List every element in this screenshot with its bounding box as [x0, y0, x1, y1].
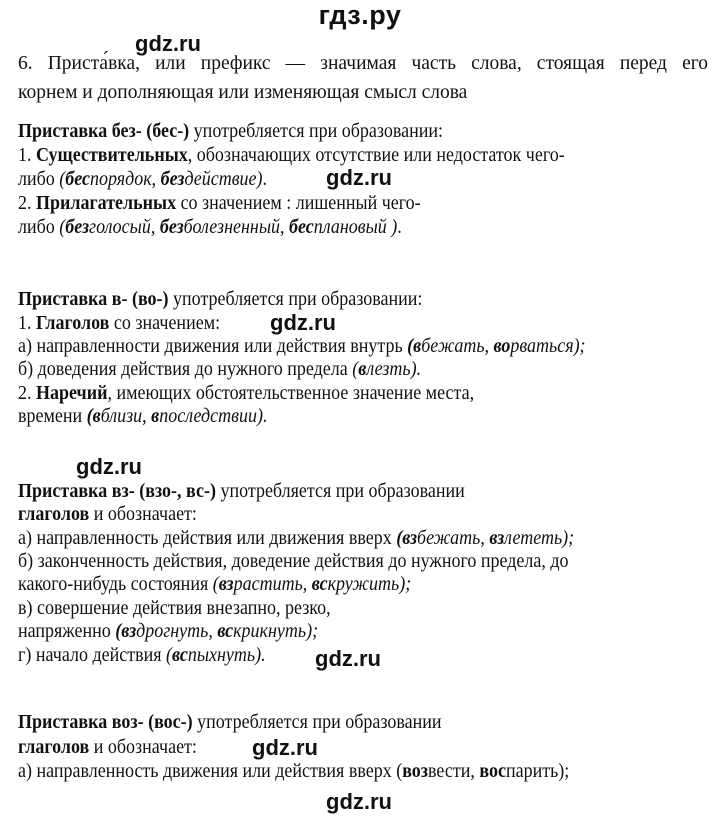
- examples: (беспорядок: [59, 168, 152, 190]
- text: со значением:: [109, 312, 221, 334]
- rule-line: [18, 381, 474, 405]
- text: напряженно: [18, 620, 116, 642]
- watermark: gdz.ru: [326, 165, 392, 190]
- text: в) совершение действия внезапно, резко,: [18, 597, 331, 619]
- intro-paragraph: [18, 49, 708, 107]
- rule-line: [18, 143, 565, 167]
- watermark: gdz.ru: [135, 31, 201, 56]
- text: , имеющих обстоятельственное значение места,: [107, 382, 475, 404]
- section-title-rest: употребляется при образовании: [215, 480, 465, 502]
- text: г) начало действия: [18, 644, 167, 666]
- example-line: а) направленности движения или действия внутрь (вбежать, ворваться);: [18, 335, 586, 357]
- section-title-rest: употребляется при образовании: [192, 711, 442, 733]
- example-line: напряженно (вздрогнуть, вскрикнуть);: [18, 620, 319, 642]
- examples: (безголосый: [59, 216, 151, 238]
- section-title: [18, 479, 465, 503]
- text: какого-нибудь состояния: [18, 573, 213, 595]
- text: а) направленность действия или движения вверх: [18, 527, 397, 549]
- section-title: [18, 119, 443, 143]
- watermark: gdz.ru: [76, 454, 142, 479]
- text: времени: [18, 405, 87, 427]
- text: и обозначает:: [89, 736, 197, 758]
- term: Существительных: [36, 144, 188, 166]
- term: глаголов: [18, 503, 90, 525]
- example-line: времени (вблизи, впоследствии).: [18, 405, 268, 427]
- example-line: либо (безголосый, безболезненный, бесплановый ).: [18, 216, 402, 238]
- item-number: 1.: [18, 144, 36, 166]
- text: б) законченность действия, доведение действия до нужного предела, до: [18, 550, 569, 572]
- text: , обозначающих отсутствие или недостаток чего-: [187, 144, 565, 166]
- intro-line-2: корнем и дополняющая или изменяющая смысл слова: [18, 82, 468, 103]
- term: глаголов: [18, 736, 90, 758]
- example-line: а) направленность действия или движения вверх (взбежать, взлететь);: [18, 527, 575, 549]
- text: и обозначает:: [89, 503, 197, 525]
- text-line: [18, 596, 331, 620]
- example-line: б) доведения действия до нужного предела (влезть).: [18, 358, 422, 380]
- site-title: гдз.ру: [318, 0, 402, 30]
- section-title-bold: Приставка без- (бес-): [18, 120, 190, 142]
- text: либо: [18, 168, 60, 190]
- term: Прилагательных: [36, 192, 177, 214]
- section-title: [18, 710, 442, 734]
- rule-line: [18, 311, 220, 335]
- rule-line: [18, 191, 421, 215]
- example-line: либо (беспорядок, бездействие).: [18, 168, 268, 190]
- text: либо: [18, 216, 60, 238]
- term: Глаголов: [36, 312, 110, 334]
- example-line: г) начало действия (вспыхнуть).: [18, 644, 266, 666]
- text: а) направленности движения или действия внутрь: [18, 335, 408, 357]
- section-title-bold: Приставка воз- (вос-): [18, 711, 193, 733]
- section-title-rest: употребляется при образовании:: [189, 120, 444, 142]
- intro-line-1: 6. Приста́вка, или префикс — значимая часть слова, стоящая перед его: [18, 53, 708, 74]
- item-number: 1.: [18, 312, 36, 334]
- text: со значением : лишенный чего-: [176, 192, 421, 214]
- section-title-rest: употребляется при образовании:: [168, 288, 423, 310]
- text: а) направленность движения или действия вверх (: [18, 760, 403, 782]
- item-number: 2.: [18, 192, 36, 214]
- section-title-bold: Приставка в- (во-): [18, 288, 169, 310]
- example-line: а) направленность движения или действия вверх (возвести, воспарить);: [18, 760, 570, 782]
- example-line: какого-нибудь состояния (взрастить, вскружить);: [18, 573, 412, 595]
- term: Наречий: [36, 382, 108, 404]
- watermark: gdz.ru: [252, 735, 318, 760]
- section-subtitle: [18, 502, 197, 526]
- text: б) доведения действия до нужного предела: [18, 358, 353, 380]
- watermark: gdz.ru: [326, 789, 392, 814]
- watermark: gdz.ru: [315, 646, 381, 671]
- section-subtitle: [18, 735, 197, 759]
- item-number: 2.: [18, 382, 36, 404]
- section-title: [18, 287, 422, 311]
- text-line: [18, 549, 569, 573]
- watermark: gdz.ru: [270, 310, 336, 335]
- section-title-bold: Приставка вз- (взо-, вс-): [18, 480, 216, 502]
